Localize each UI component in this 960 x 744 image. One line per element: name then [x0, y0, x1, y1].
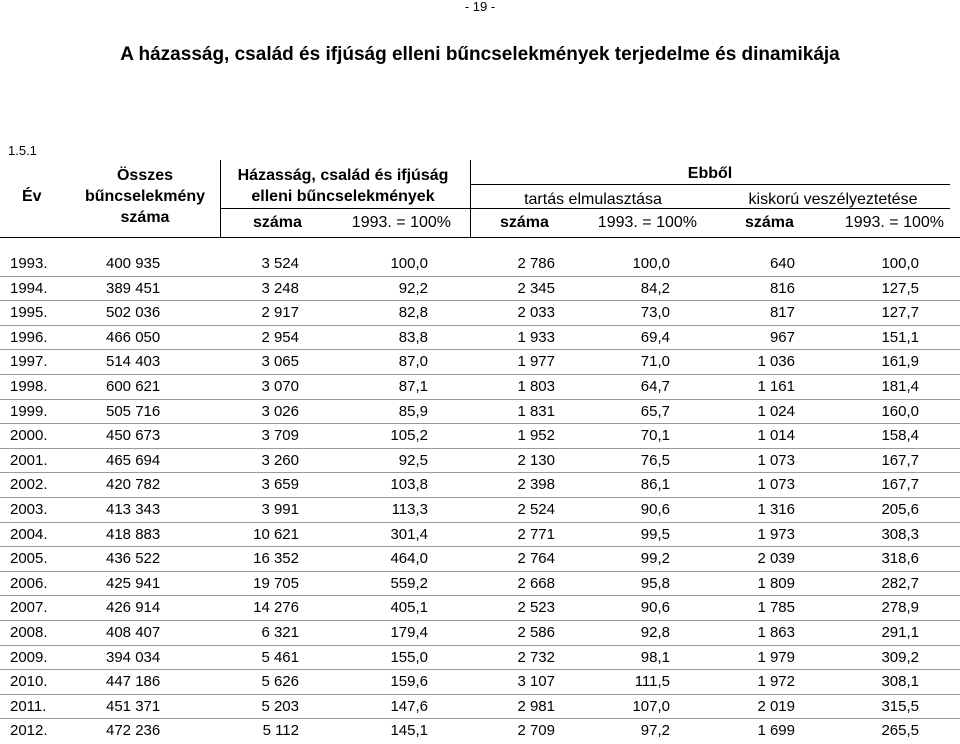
- support-neglect-count-cell: 1 952: [517, 427, 555, 445]
- year-cell: 1995.: [10, 304, 48, 322]
- family-crimes-index-cell: 113,3: [391, 500, 428, 518]
- table-row: [0, 596, 960, 621]
- year-cell: 2011.: [10, 697, 47, 715]
- table-row: [0, 350, 960, 375]
- family-crimes-count-cell: 5 203: [261, 697, 299, 715]
- support-neglect-index-cell: 90,6: [640, 500, 670, 518]
- support-neglect-index-cell: 76,5: [640, 451, 670, 469]
- child-endangerment-index-cell: 308,3: [881, 525, 919, 543]
- child-endangerment-index-cell: 309,2: [881, 648, 919, 666]
- year-cell: 1999.: [10, 402, 48, 420]
- header-minor-count: száma: [745, 214, 794, 231]
- total-crimes-cell: 418 883: [106, 525, 161, 543]
- year-cell: 2000.: [10, 427, 48, 445]
- table-row: [0, 424, 960, 449]
- total-crimes-cell: 408 407: [106, 623, 161, 641]
- support-neglect-count-cell: 2 764: [517, 550, 555, 568]
- year-cell: 2001.: [10, 451, 48, 469]
- total-crimes-cell: 436 522: [106, 550, 161, 568]
- support-neglect-index-cell: 65,7: [640, 402, 670, 420]
- header-year: Év: [22, 188, 42, 205]
- total-crimes-cell: 465 694: [106, 451, 161, 469]
- family-crimes-index-cell: 103,8: [390, 476, 428, 494]
- child-endangerment-index-cell: 127,5: [881, 279, 919, 297]
- family-crimes-count-cell: 5 626: [261, 673, 299, 691]
- header-support-index: 1993. = 100%: [597, 214, 697, 231]
- family-crimes-count-cell: 10 621: [253, 525, 299, 543]
- support-neglect-index-cell: 100,0: [632, 255, 670, 272]
- family-crimes-index-cell: 559,2: [390, 574, 428, 592]
- total-crimes-cell: 447 186: [106, 673, 161, 691]
- header-minor-index: 1993. = 100%: [844, 214, 944, 231]
- child-endangerment-count-cell: 1 036: [757, 353, 795, 371]
- family-crimes-count-cell: 3 260: [261, 451, 299, 469]
- total-crimes-cell: 394 034: [106, 648, 161, 666]
- table-row: [0, 277, 960, 302]
- table-row: [0, 301, 960, 326]
- support-neglect-index-cell: 95,8: [640, 574, 670, 592]
- support-neglect-index-cell: 98,1: [640, 648, 670, 666]
- header-total-line1: Összes: [116, 167, 174, 184]
- child-endangerment-count-cell: 817: [769, 304, 795, 322]
- family-crimes-index-cell: 464,0: [390, 550, 428, 568]
- child-endangerment-index-cell: 205,6: [881, 500, 919, 518]
- year-cell: 2003.: [10, 500, 48, 518]
- total-crimes-cell: 472 236: [106, 722, 161, 740]
- family-crimes-count-cell: 6 321: [261, 623, 299, 641]
- family-crimes-count-cell: 2 954: [261, 328, 299, 346]
- table-row: [0, 670, 960, 695]
- child-endangerment-count-cell: 967: [769, 328, 795, 346]
- page-title: A házasság, család és ifjúság elleni bűncselekmények terjedelme és dinamikája: [120, 44, 840, 65]
- family-crimes-index-cell: 100,0: [390, 255, 428, 272]
- family-crimes-count-cell: 3 709: [261, 427, 299, 445]
- total-crimes-cell: 389 451: [106, 279, 161, 297]
- total-crimes-cell: 600 621: [106, 377, 161, 395]
- header-bottom-rule: [0, 237, 960, 238]
- support-neglect-count-cell: 2 398: [517, 476, 555, 494]
- family-crimes-count-cell: 3 070: [261, 377, 299, 395]
- total-crimes-cell: 420 782: [106, 476, 161, 494]
- child-endangerment-index-cell: 181,4: [881, 377, 919, 395]
- support-neglect-index-cell: 107,0: [632, 697, 670, 715]
- child-endangerment-index-cell: 278,9: [881, 599, 919, 617]
- table-row: [0, 621, 960, 646]
- child-endangerment-index-cell: 158,4: [881, 427, 919, 445]
- family-crimes-index-cell: 85,9: [398, 402, 428, 420]
- table-row: [0, 646, 960, 671]
- support-neglect-index-cell: 71,0: [640, 353, 670, 371]
- child-endangerment-index-cell: 100,0: [881, 255, 919, 272]
- year-cell: 2002.: [10, 476, 48, 494]
- table-row: [0, 523, 960, 548]
- year-cell: 1996.: [10, 328, 48, 346]
- support-neglect-count-cell: 2 732: [517, 648, 555, 666]
- family-crimes-count-cell: 3 026: [261, 402, 299, 420]
- header-total-line2: bűncselekmény: [84, 188, 206, 205]
- support-neglect-index-cell: 84,2: [640, 279, 670, 297]
- table-row: [0, 400, 960, 425]
- support-neglect-count-cell: 2 668: [517, 574, 555, 592]
- support-neglect-count-cell: 2 709: [517, 722, 555, 740]
- child-endangerment-count-cell: 1 785: [757, 599, 795, 617]
- support-neglect-index-cell: 92,8: [640, 623, 670, 641]
- support-neglect-count-cell: 1 803: [517, 377, 555, 395]
- total-crimes-cell: 425 941: [106, 574, 161, 592]
- support-neglect-index-cell: 99,2: [640, 550, 670, 568]
- family-crimes-count-cell: 3 991: [261, 500, 299, 518]
- support-neglect-index-cell: 99,5: [640, 525, 670, 543]
- support-neglect-count-cell: 2 033: [517, 304, 555, 322]
- family-crimes-count-cell: 3 065: [261, 353, 299, 371]
- table-row: [0, 326, 960, 351]
- support-neglect-count-cell: 2 586: [517, 623, 555, 641]
- family-crimes-index-cell: 155,0: [390, 648, 428, 666]
- family-crimes-count-cell: 3 248: [261, 279, 299, 297]
- family-crimes-index-cell: 92,2: [398, 279, 428, 297]
- table-row: [0, 695, 960, 720]
- table-row: [0, 252, 960, 277]
- child-endangerment-count-cell: 1 073: [757, 451, 795, 469]
- family-crimes-index-cell: 105,2: [390, 427, 428, 445]
- family-crimes-index-cell: 159,6: [390, 673, 428, 691]
- child-endangerment-count-cell: 1 316: [757, 500, 795, 518]
- year-cell: 2005.: [10, 550, 48, 568]
- header-minor: kiskorú veszélyeztetése: [748, 191, 918, 208]
- year-cell: 2010.: [10, 673, 48, 691]
- total-crimes-cell: 426 914: [106, 599, 161, 617]
- section-number: 1.5.1: [8, 143, 37, 158]
- child-endangerment-index-cell: 308,1: [881, 673, 919, 691]
- year-cell: 1998.: [10, 377, 48, 395]
- support-neglect-index-cell: 97,2: [640, 722, 670, 740]
- child-endangerment-count-cell: 1 979: [757, 648, 795, 666]
- header-ebbol: Ebből: [687, 165, 733, 182]
- table-body: [0, 252, 960, 744]
- table-row: [0, 449, 960, 474]
- total-crimes-cell: 502 036: [106, 304, 161, 322]
- support-neglect-index-cell: 90,6: [640, 599, 670, 617]
- child-endangerment-count-cell: 1 972: [757, 673, 795, 691]
- header-family-line2: elleni bűncselekmények: [251, 188, 435, 205]
- family-crimes-index-cell: 82,8: [398, 304, 428, 322]
- family-crimes-index-cell: 87,0: [398, 353, 428, 371]
- family-crimes-index-cell: 83,8: [398, 328, 428, 346]
- child-endangerment-count-cell: 1 024: [757, 402, 795, 420]
- child-endangerment-index-cell: 265,5: [881, 722, 919, 740]
- family-crimes-count-cell: 3 659: [261, 476, 299, 494]
- header-support-count: száma: [500, 214, 549, 231]
- header-column-divider-ebbol: [470, 160, 471, 238]
- year-cell: 2004.: [10, 525, 48, 543]
- family-crimes-count-cell: 5 112: [262, 722, 299, 740]
- header-family-count: száma: [253, 214, 302, 231]
- header-column-divider-family: [220, 160, 221, 238]
- year-cell: 1994.: [10, 279, 48, 297]
- table-row: [0, 572, 960, 597]
- support-neglect-count-cell: 2 771: [517, 525, 555, 543]
- year-cell: 2008.: [10, 623, 48, 641]
- child-endangerment-count-cell: 2 019: [757, 697, 795, 715]
- child-endangerment-count-cell: 1 809: [757, 574, 795, 592]
- support-neglect-index-cell: 73,0: [640, 304, 670, 322]
- family-crimes-count-cell: 5 461: [261, 648, 299, 666]
- total-crimes-cell: 514 403: [106, 353, 161, 371]
- table-row: [0, 473, 960, 498]
- total-crimes-cell: 400 935: [106, 255, 161, 272]
- family-crimes-index-cell: 147,6: [390, 697, 428, 715]
- child-endangerment-count-cell: 1 014: [757, 427, 795, 445]
- family-crimes-count-cell: 14 276: [253, 599, 299, 617]
- year-cell: 1993.: [10, 255, 48, 272]
- support-neglect-index-cell: 111,5: [634, 673, 670, 691]
- child-endangerment-index-cell: 167,7: [881, 476, 919, 494]
- support-neglect-count-cell: 2 524: [517, 500, 555, 518]
- table-row: [0, 375, 960, 400]
- support-neglect-count-cell: 1 831: [517, 402, 555, 420]
- child-endangerment-index-cell: 318,6: [881, 550, 919, 568]
- year-cell: 1997.: [10, 353, 48, 371]
- support-neglect-count-cell: 2 786: [517, 255, 555, 272]
- child-endangerment-count-cell: 816: [769, 279, 795, 297]
- family-crimes-index-cell: 145,1: [390, 722, 428, 740]
- support-neglect-count-cell: 2 130: [517, 451, 555, 469]
- family-crimes-count-cell: 2 917: [261, 304, 299, 322]
- header-ebbol-divider: [470, 184, 950, 185]
- support-neglect-count-cell: 1 933: [517, 328, 555, 346]
- support-neglect-index-cell: 64,7: [640, 377, 670, 395]
- page-number: - 19 -: [464, 0, 496, 14]
- year-cell: 2012.: [10, 722, 48, 740]
- child-endangerment-count-cell: 1 863: [757, 623, 795, 641]
- child-endangerment-count-cell: 1 073: [757, 476, 795, 494]
- child-endangerment-index-cell: 161,9: [881, 353, 919, 371]
- year-cell: 2009.: [10, 648, 48, 666]
- year-cell: 2006.: [10, 574, 48, 592]
- support-neglect-count-cell: 2 345: [517, 279, 555, 297]
- family-crimes-count-cell: 3 524: [261, 255, 299, 272]
- total-crimes-cell: 413 343: [106, 500, 161, 518]
- child-endangerment-index-cell: 160,0: [881, 402, 919, 420]
- total-crimes-cell: 466 050: [106, 328, 161, 346]
- header-support: tartás elmulasztása: [524, 191, 662, 208]
- support-neglect-index-cell: 69,4: [640, 328, 670, 346]
- family-crimes-index-cell: 179,4: [390, 623, 428, 641]
- child-endangerment-count-cell: 1 699: [757, 722, 795, 740]
- family-crimes-index-cell: 92,5: [398, 451, 428, 469]
- family-crimes-count-cell: 16 352: [253, 550, 299, 568]
- table-row: [0, 719, 960, 744]
- child-endangerment-index-cell: 291,1: [881, 623, 919, 641]
- table-row: [0, 547, 960, 572]
- child-endangerment-count-cell: 1 973: [757, 525, 795, 543]
- support-neglect-count-cell: 1 977: [517, 353, 555, 371]
- header-family-index: 1993. = 100%: [351, 214, 451, 231]
- child-endangerment-index-cell: 127,7: [881, 304, 919, 322]
- total-crimes-cell: 505 716: [106, 402, 161, 420]
- family-crimes-count-cell: 19 705: [253, 574, 299, 592]
- support-neglect-count-cell: 3 107: [517, 673, 555, 691]
- child-endangerment-count-cell: 640: [769, 255, 795, 272]
- total-crimes-cell: 450 673: [106, 427, 161, 445]
- child-endangerment-index-cell: 315,5: [881, 697, 919, 715]
- support-neglect-count-cell: 2 523: [517, 599, 555, 617]
- child-endangerment-count-cell: 1 161: [757, 377, 795, 395]
- header-total-line3: száma: [120, 209, 170, 226]
- support-neglect-index-cell: 70,1: [640, 427, 670, 445]
- total-crimes-cell: 451 371: [106, 697, 161, 715]
- header-family-line1: Házasság, család és ifjúság: [237, 167, 449, 184]
- family-crimes-index-cell: 405,1: [390, 599, 428, 617]
- year-cell: 2007.: [10, 599, 48, 617]
- family-crimes-index-cell: 301,4: [390, 525, 428, 543]
- child-endangerment-count-cell: 2 039: [757, 550, 795, 568]
- child-endangerment-index-cell: 167,7: [881, 451, 919, 469]
- child-endangerment-index-cell: 151,1: [881, 328, 919, 346]
- child-endangerment-index-cell: 282,7: [881, 574, 919, 592]
- support-neglect-index-cell: 86,1: [640, 476, 670, 494]
- family-crimes-index-cell: 87,1: [398, 377, 428, 395]
- support-neglect-count-cell: 2 981: [517, 697, 555, 715]
- header-sub-divider: [220, 208, 950, 209]
- table-row: [0, 498, 960, 523]
